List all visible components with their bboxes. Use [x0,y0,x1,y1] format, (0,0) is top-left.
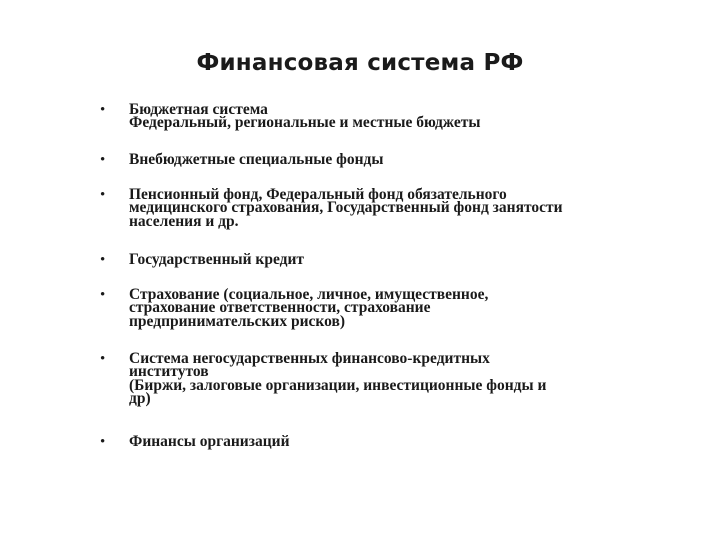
list-item-line: предпринимательских рисков) [129,312,346,330]
list-item-text [129,288,649,328]
list-item-line: медицинского страхования, Государственный фонд занятости [129,199,563,217]
list-item-line: Система негосударственных финансово-кредитных [129,350,490,367]
list-item-text [129,153,649,166]
list-item-text [129,103,649,130]
bullet-icon: • [100,252,106,268]
list-item-line: населения и др. [129,212,239,230]
list-item-line: Государственный кредит [129,251,305,268]
list-item-text [129,435,649,448]
list-item-line: Финансы организаций [129,433,290,450]
slide-title: Финансовая система РФ [196,50,524,76]
list-item-line: Пенсионный фонд, Федеральный фонд обязательного [129,186,507,203]
list-item-text [129,352,649,406]
list-item-line: Федеральный, региональные и местные бюджеты [129,114,481,132]
list-item-line: институтов [129,363,209,381]
bullet-icon: • [100,287,106,303]
list-item-line: страхование ответственности, страхование [129,299,431,317]
list-item-line: Внебюджетные специальные фонды [129,151,384,168]
bullet-icon: • [100,351,106,367]
bullet-icon: • [100,187,106,203]
list-item-line: Бюджетная система [129,101,268,118]
list-item-text [129,253,649,266]
list-item-text [129,188,649,228]
list-item-line: др) [129,390,151,408]
bullet-icon: • [100,152,106,168]
list-item-line: Страхование (социальное, личное, имущественное, [129,286,489,303]
bullet-icon: • [100,434,106,450]
list-item-line: (Биржи, залоговые организации, инвестиционные фонды и [129,376,547,394]
bullet-icon: • [100,102,106,118]
